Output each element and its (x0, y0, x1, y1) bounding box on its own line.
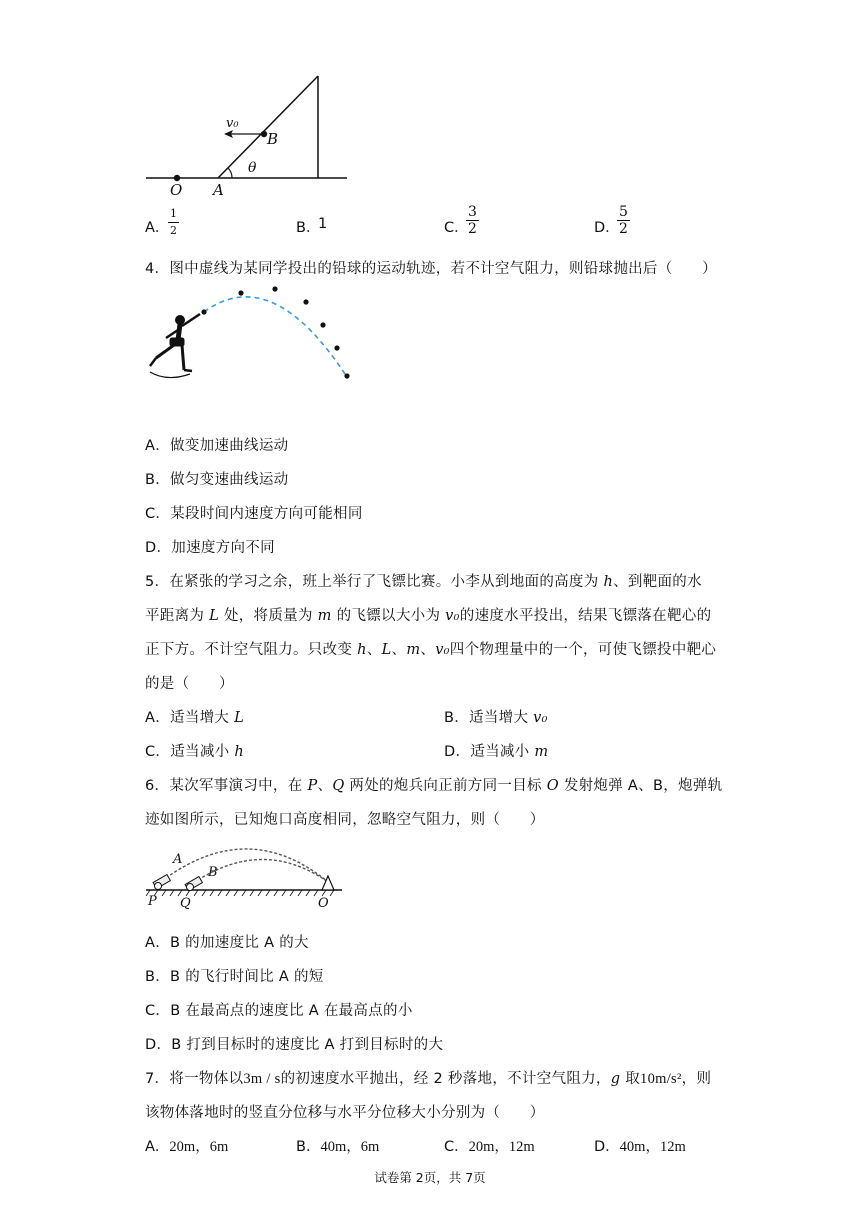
letter: C． (444, 1139, 469, 1155)
var-h: h (357, 642, 367, 658)
text: 、 (391, 642, 407, 658)
q6-option-b: B．B 的飞行时间比 A 的短 (145, 969, 324, 985)
label-B: B (267, 130, 279, 148)
text: 的飞镖以大小为 (331, 608, 446, 624)
q3-option-a-fraction (168, 206, 179, 239)
var-m: m (406, 642, 421, 658)
q5-line-1 (145, 570, 702, 591)
q4-option-b: B．做匀变速曲线运动 (145, 472, 289, 488)
var-v0: v₀ (435, 642, 450, 658)
fig6-label-B: B (208, 865, 218, 880)
numerator: 1 (168, 206, 179, 223)
label-v0: v₀ (226, 116, 239, 131)
text: 、到靶面的水 (613, 574, 702, 590)
q3-option-d-letter: D． (594, 220, 620, 236)
text: 7．将一物体以 (145, 1071, 244, 1087)
q4-stem: 4．图中虚线为某同学投出的铅球的运动轨迹，若不计空气阻力，则铅球抛出后（ ） (145, 261, 717, 277)
q7-option-a (145, 1135, 228, 1156)
q3-option-b-value: 1 (318, 216, 328, 232)
ground-hatching (146, 890, 334, 896)
traj-point (344, 373, 349, 378)
q7-option-d (594, 1135, 686, 1156)
traj-point (320, 322, 325, 327)
q3-option-c-fraction (466, 204, 479, 237)
label-theta: θ (248, 160, 257, 176)
page-footer: 试卷第 2页，共 7页 (374, 1170, 486, 1185)
var-L: L (381, 642, 392, 658)
text: B．适当增大 (444, 710, 534, 726)
value: 20m，6m (169, 1139, 229, 1155)
text: 四个物理量中的一个，可使飞镖投中靶心 (449, 642, 717, 658)
q7-option-b (296, 1135, 379, 1156)
q6-option-c: C．B 在最高点的速度比 A 在最高点的小 (145, 1003, 413, 1019)
text: ，则 (681, 1071, 712, 1087)
q3-option-c-letter: C． (444, 220, 469, 236)
text: 发射炮弹 A、B，炮弹轨 (558, 778, 723, 794)
trajectory-A (166, 849, 328, 882)
letter: B． (296, 1139, 321, 1155)
value: 20m，12m (468, 1139, 535, 1155)
var-h: h (234, 744, 244, 760)
numerator: 3 (468, 204, 477, 220)
denominator: 2 (170, 224, 177, 237)
letter: D． (594, 1139, 620, 1155)
text: 平距离为 (145, 608, 210, 624)
q3-option-b-letter: B． (296, 220, 321, 236)
text: C．适当减小 (145, 744, 235, 760)
g-value: 10m/s² (640, 1071, 682, 1087)
text: 的初速度水平抛出，经 2 秒落地，不计空气阻力， (280, 1071, 611, 1087)
q6-option-d: D．B 打到目标时的速度比 A 打到目标时的大 (145, 1037, 444, 1053)
q5-line-2 (145, 604, 711, 625)
athlete-icon (150, 314, 200, 371)
text: 6．某次军事演习中，在 (145, 778, 308, 794)
text: 处，将质量为 (219, 608, 318, 624)
var-L: L (234, 710, 245, 726)
fig6-label-Q: Q (180, 896, 191, 911)
q3-option-d-fraction (617, 204, 630, 237)
q4-option-d: D．加速度方向不同 (145, 540, 275, 556)
text: 取 (620, 1071, 641, 1087)
var-L: L (209, 608, 220, 624)
shot-put-figure (142, 282, 362, 392)
text: A．适当增大 (145, 710, 235, 726)
text: 、 (420, 642, 436, 658)
var-O: O (546, 778, 559, 794)
traj-point (303, 299, 308, 304)
traj-point (238, 290, 243, 295)
value: 40m，6m (320, 1139, 380, 1155)
q5-option-d (444, 740, 548, 761)
q5-option-c (145, 740, 244, 761)
q7-line-1 (145, 1067, 711, 1088)
q5-option-a (145, 706, 244, 727)
q7-option-c (444, 1135, 535, 1156)
text: 5．在紧张的学习之余，班上举行了飞镖比赛。小李从到地面的高度为 (145, 574, 604, 590)
letter: A． (145, 1139, 170, 1155)
traj-point (201, 309, 206, 314)
var-Q: Q (332, 778, 345, 794)
cannon-Q-icon (185, 877, 202, 891)
text: 、 (366, 642, 382, 658)
var-m: m (534, 744, 549, 760)
fig6-label-P: P (148, 894, 157, 909)
speed-value: 3m / s (243, 1071, 281, 1087)
text: D．适当减小 (444, 744, 535, 760)
var-v0: v₀ (533, 710, 548, 726)
traj-point (334, 345, 339, 350)
trajectory-dashed (204, 297, 347, 377)
text: 两处的炮兵向正前方同一目标 (344, 778, 547, 794)
q6-line-1 (145, 774, 722, 795)
fig6-label-A: A (173, 852, 183, 867)
fig6-label-O: O (318, 896, 329, 911)
q5-line-3 (145, 638, 716, 659)
text: 正下方。不计空气阻力。只改变 (145, 642, 358, 658)
denominator: 2 (619, 221, 628, 237)
var-h: h (603, 574, 614, 590)
var-v0: v₀ (445, 608, 460, 624)
numerator: 5 (619, 204, 628, 220)
q7-line-2: 该物体落地时的竖直分位移与水平分位移大小分别为（ ） (145, 1105, 545, 1121)
q4-option-a: A．做变加速曲线运动 (145, 438, 289, 454)
q6-line-2: 迹如图所示，已知炮口高度相同，忽略空气阻力，则（ ） (145, 812, 545, 828)
var-m: m (317, 608, 332, 624)
throw-circle (150, 372, 190, 378)
denominator: 2 (468, 221, 477, 237)
cannon-P-icon (153, 875, 170, 890)
value: 40m，12m (619, 1139, 686, 1155)
q3-option-a-letter: A． (145, 220, 170, 236)
var-g: g (610, 1071, 621, 1087)
traj-point (272, 286, 277, 291)
var-P: P (307, 778, 318, 794)
label-O: O (170, 181, 183, 199)
q6-option-a: A．B 的加速度比 A 的大 (145, 935, 309, 951)
text: 的速度水平投出，结果飞镖落在靶心的 (459, 608, 712, 624)
q4-option-c: C．某段时间内速度方向可能相同 (145, 506, 363, 522)
angle-arc (228, 168, 232, 178)
text: 、 (317, 778, 333, 794)
q5-option-b (444, 706, 548, 727)
label-A: A (213, 181, 224, 199)
q5-line-4: 的是（ ） (145, 676, 234, 692)
